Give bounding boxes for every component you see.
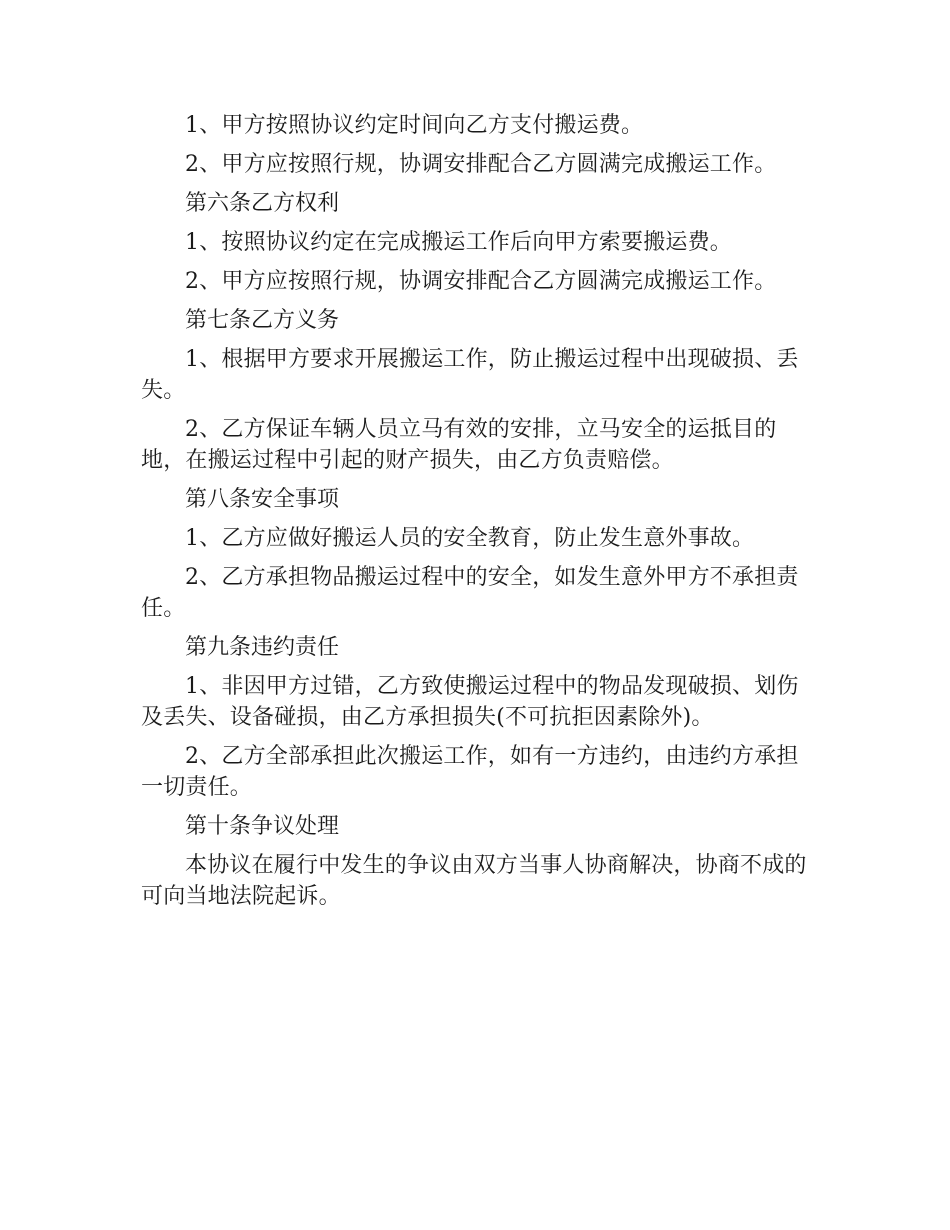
clause-9-heading: 第九条违约责任 (185, 635, 340, 660)
clause-10-heading: 第十条争议处理 (185, 814, 340, 839)
clause-8-item-2: 2、乙方承担物品搬运过程中的安全，如发生意外甲方不承担责任。 (141, 565, 799, 621)
clause-6-heading: 第六条乙方权利 (185, 191, 340, 216)
clause-9-item-1: 1、非因甲方过错，乙方致使搬运过程中的物品发现破损、划伤及丢失、设备碰损，由乙方承担损失(不可抗拒因素除外)。 (141, 674, 799, 730)
clause-7-item-2: 2、乙方保证车辆人员立马有效的安排，立马安全的运抵目的地，在搬运过程中引起的财产损失，由乙方负责赔偿。 (141, 417, 777, 473)
clause-7-item-1: 1、根据甲方要求开展搬运工作，防止搬运过程中出现破损、丢失。 (141, 347, 799, 403)
clause-6-item-1: 1、按照协议约定在完成搬运工作后向甲方索要搬运费。 (185, 230, 732, 255)
clause-8-item-1: 1、乙方应做好搬运人员的安全教育，防止发生意外事故。 (185, 526, 755, 551)
clause-9-item-2: 2、乙方全部承担此次搬运工作，如有一方违约，由违约方承担一切责任。 (141, 744, 799, 800)
clause-8-heading: 第八条安全事项 (185, 487, 340, 512)
document-body (141, 110, 809, 920)
clause-7-heading: 第七条乙方义务 (185, 308, 340, 333)
clause-6-item-2: 2、甲方应按照行规，协调安排配合乙方圆满完成搬运工作。 (185, 269, 777, 294)
clause-5-item-2: 2、甲方应按照行规，协调安排配合乙方圆满完成搬运工作。 (185, 152, 777, 177)
clause-10-body: 本协议在履行中发生的争议由双方当事人协商解决，协商不成的可向当地法院起诉。 (141, 853, 807, 909)
clause-5-item-1: 1、甲方按照协议约定时间向乙方支付搬运费。 (185, 113, 644, 138)
